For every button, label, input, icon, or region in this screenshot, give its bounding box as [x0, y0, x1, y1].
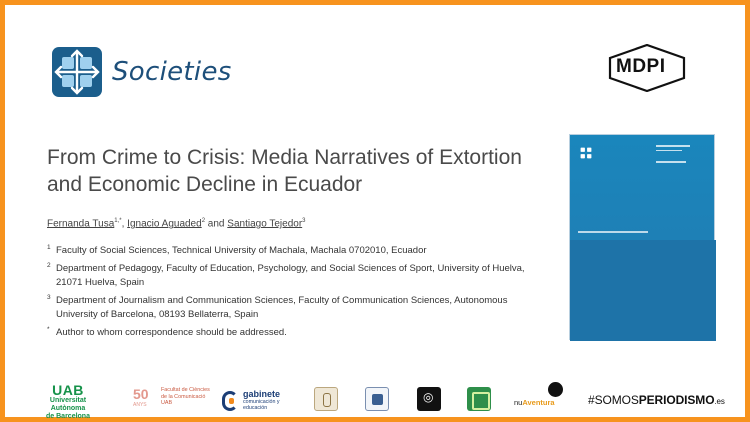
mdpi-logo-icon [604, 44, 690, 92]
author-link[interactable]: Fernanda Tusa [47, 218, 115, 230]
author-link[interactable]: Ignacio Aguaded [127, 218, 202, 230]
journal-cover-image [569, 134, 715, 340]
author-separator: and [205, 218, 228, 230]
journal-name: Societies [112, 57, 232, 87]
mdpi-wordmark: MDPI [616, 56, 666, 77]
nuaventura-logo [514, 382, 574, 416]
partner-logo-robot-icon [365, 387, 389, 411]
uab-name-line2: de Barcelona [46, 413, 90, 420]
author-marks: 2 [201, 218, 206, 224]
affiliation-number: 1 [47, 244, 51, 251]
gabinete-logo [222, 389, 290, 413]
affiliation-item [47, 294, 537, 322]
fc50-sub: ANYS [133, 402, 147, 408]
author-separator: , [121, 218, 128, 230]
fc50-text: Facultat de Ciències de la Comunicació UAB [161, 387, 210, 406]
uab-logo [33, 383, 103, 421]
partner-logo-film-icon [417, 387, 441, 411]
affiliation-text: Author to whom correspondence should be addressed. [56, 327, 287, 338]
uab-name-line1: Universitat Autònoma [49, 397, 87, 412]
article-title: From Crime to Crisis: Media Narratives of Extortion and Economic Decline in Ecuador [47, 146, 522, 196]
somos-bold: PERIODISMO [638, 393, 715, 407]
uab-acronym: UAB [52, 382, 84, 398]
affiliation-item [47, 244, 537, 258]
affiliation-number: * [47, 326, 50, 333]
nuaventura-mark-icon [548, 382, 563, 397]
affiliation-text: Faculty of Social Sciences, Technical University of Machala, Machala 0702010, Ecuador [56, 245, 427, 256]
gabinete-subtitle: comunicación y educación [243, 399, 280, 411]
cover-volume-line [578, 231, 648, 233]
partner-logos [0, 378, 750, 418]
nuaventura-name: nuAventura [514, 398, 555, 407]
author-list [47, 218, 306, 229]
affiliation-text: Department of Journalism and Communication Sciences, Faculty of Communication Sciences, Autonomous University of Barcelona, 08193 Bellaterra, Spain [56, 295, 508, 320]
cover-meta-lines [656, 145, 690, 166]
somos-periodismo-logo [588, 393, 725, 407]
somos-prefix: #SOMOS [588, 393, 639, 407]
partner-logo-shield-icon [314, 387, 338, 411]
somos-suffix: .es [714, 397, 725, 406]
affiliation-item [47, 326, 537, 340]
faculty-50-logo [133, 387, 213, 415]
author-link[interactable]: Santiago Tejedor [227, 218, 303, 230]
author-marks: 1,* [114, 218, 122, 224]
fc50-number: 50 [133, 386, 149, 402]
affiliation-list [47, 244, 537, 344]
gabinete-title: gabinete [243, 389, 281, 399]
cover-societies-icon [577, 144, 595, 162]
societies-logo-icon [52, 47, 102, 97]
journal-brand [52, 47, 232, 97]
affiliation-number: 3 [47, 294, 51, 301]
affiliation-item [47, 262, 537, 290]
partner-logo-green-icon [467, 387, 491, 411]
author-marks: 3 [302, 218, 306, 224]
cover-lower-band [570, 240, 716, 341]
affiliation-number: 2 [47, 262, 51, 269]
affiliation-text: Department of Pedagogy, Faculty of Education, Psychology, and Social Sciences of Sport, University of Huelva, 21071 Huelva, Spain [56, 263, 525, 288]
gabinete-mark-icon [222, 391, 238, 411]
